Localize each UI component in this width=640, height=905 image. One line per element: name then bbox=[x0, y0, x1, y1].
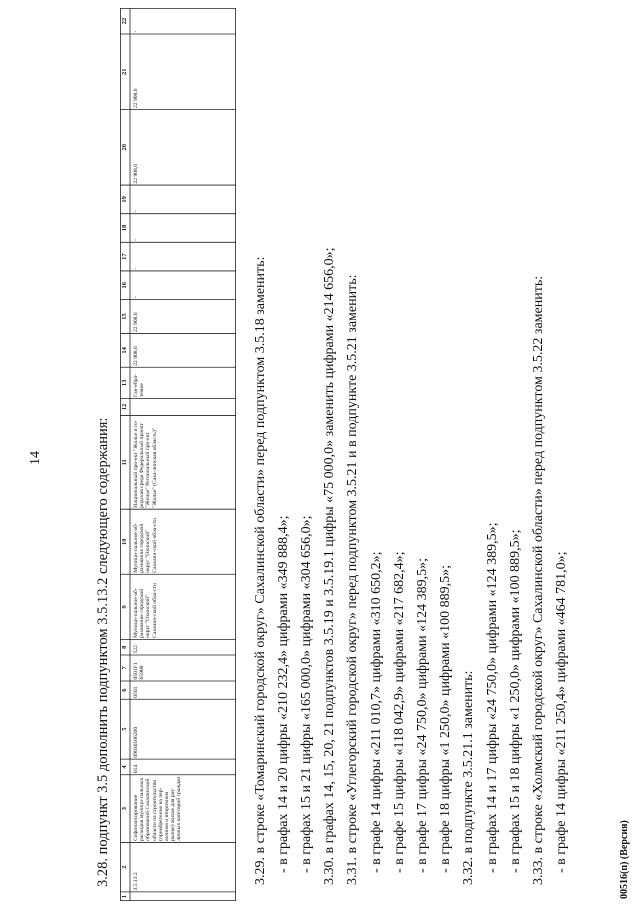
amendment-subitem: - в графах 15 и 18 цифры «1 250,0» цифрами «100 889,5»; bbox=[508, 529, 523, 873]
amendment-heading: 3.28. подпункт 3.5 дополнить подпунктом 3.5.13.2 следующего содержания: bbox=[95, 417, 111, 887]
column-number: 11 bbox=[121, 459, 128, 466]
column-number: 20 bbox=[121, 144, 128, 151]
table-cell: 09030106200 bbox=[133, 726, 139, 758]
table-cell: Ган-ебра-темие bbox=[133, 374, 146, 398]
amendment-subitem: - в графе 17 цифры «24 750,0» цифрами «124 389,5»; bbox=[415, 558, 430, 873]
amendment-item: 3.32. в подпункте 3.5.21.1 заменить: bbox=[461, 670, 476, 885]
amendment-subitem: - в графах 15 и 21 цифры «165 000,0» цифрами «304 656,0»; bbox=[299, 515, 314, 873]
table-cell: 014 bbox=[133, 764, 139, 774]
table-cell: Софинансирование расходов муници-пальных образований Сахалинской области на строительство (приобретение на пер-вичном и вторичном рынке) жилья для раз-личных категорий граждан bbox=[133, 776, 183, 841]
table-cell: Национальный про-ект "Жилье и го-родская среда Федеральный проект "Жилье" Региональный про-ект "Жилье" (Саха-линская область)" bbox=[133, 420, 158, 508]
table-cell: 22 908,6 bbox=[133, 312, 139, 332]
amendment-item: 3.29. в строке «Томаринский городской округ» Сахалинской области» перед подпунктом 3.5.18 заменить: bbox=[253, 256, 268, 885]
column-number: 15 bbox=[121, 313, 128, 320]
column-number: 9 bbox=[121, 605, 128, 609]
table-cell: 22 908,6 bbox=[133, 88, 139, 109]
table-cell: 3.5.13.2 bbox=[133, 872, 139, 891]
table-cell: Муници-пальное об-разование городской округ "Охинский" Сахалин-ской обла-сти bbox=[133, 583, 158, 638]
table-cell: 22 908,6 bbox=[133, 163, 139, 184]
table-cell: - bbox=[133, 30, 139, 33]
column-number: 22 bbox=[121, 17, 128, 25]
column-number: 13 bbox=[121, 379, 128, 387]
column-number: 7 bbox=[121, 666, 128, 670]
column-number: 3 bbox=[121, 806, 128, 811]
table-cell: - bbox=[133, 267, 139, 270]
column-number: 16 bbox=[121, 282, 128, 289]
table-cell: 0501F1 65900 bbox=[133, 662, 146, 680]
program-table bbox=[120, 8, 236, 901]
table-cell: - bbox=[133, 210, 139, 213]
amendment-subitem: - в графе 14 цифры «211 010,7» цифрами «310 650,2»; bbox=[369, 551, 384, 873]
table-cell: 522 bbox=[133, 645, 139, 654]
column-number: 8 bbox=[121, 645, 128, 649]
column-number: 14 bbox=[121, 347, 128, 354]
column-number: 17 bbox=[121, 253, 128, 260]
amendment-item: 3.33. в строке «Холмский городской округ» Сахалинской области» перед подпунктом 3.5.22 заменить: bbox=[531, 275, 546, 885]
column-number: 12 bbox=[121, 403, 128, 411]
table-cell: Муници-пальное об-разование городской округ "Охинский" Сахалин-ской обла-сти bbox=[133, 517, 158, 573]
table-cell: 0501 bbox=[133, 686, 139, 698]
amendment-subitem: - в графе 18 цифры «1 250,0» цифрами «100 889,5»; bbox=[438, 565, 453, 873]
amendment-subitem: - в графах 14 и 17 цифры «24 750,0» цифрами «124 389,5»; bbox=[485, 522, 500, 873]
table-cell: - bbox=[133, 238, 139, 241]
amendment-subitem: - в графе 15 цифры «118 042,9» цифрами «217 682,4»; bbox=[392, 551, 407, 873]
column-number: 18 bbox=[121, 224, 128, 232]
document-footer: 00516(п) (Версия) bbox=[619, 820, 630, 899]
column-number: 21 bbox=[121, 68, 128, 76]
amendment-item: 3.31. в строке «Углегорский городской округ» перед подпунктом 3.5.21 и в подпункте 3.5.21 заменить: bbox=[345, 274, 360, 885]
table-cell: 22 908,6 bbox=[133, 346, 139, 366]
column-number: 2 bbox=[121, 865, 128, 869]
column-number: 4 bbox=[121, 765, 128, 769]
amendment-subitem: - в графах 14 и 20 цифры «210 232,4» цифрами «349 888,4»; bbox=[276, 515, 291, 873]
column-number: 5 bbox=[121, 727, 128, 731]
column-number: 6 bbox=[121, 688, 128, 692]
amendment-subitem: - в графе 14 цифры «211 250,4» цифрами «464 781,0»; bbox=[554, 551, 569, 873]
column-number: 10 bbox=[121, 538, 128, 545]
table-cell: - bbox=[133, 296, 139, 299]
amendment-item: 3.30. в графах 14, 15, 20, 21 подпунктов 3.5.19 и 3.5.19.1 цифры «75 000,0» заменить цифрами «214 656,0»; bbox=[322, 247, 337, 885]
page-number: 14 bbox=[28, 451, 43, 465]
column-number: 19 bbox=[121, 196, 128, 203]
column-number: 1 bbox=[121, 894, 128, 899]
